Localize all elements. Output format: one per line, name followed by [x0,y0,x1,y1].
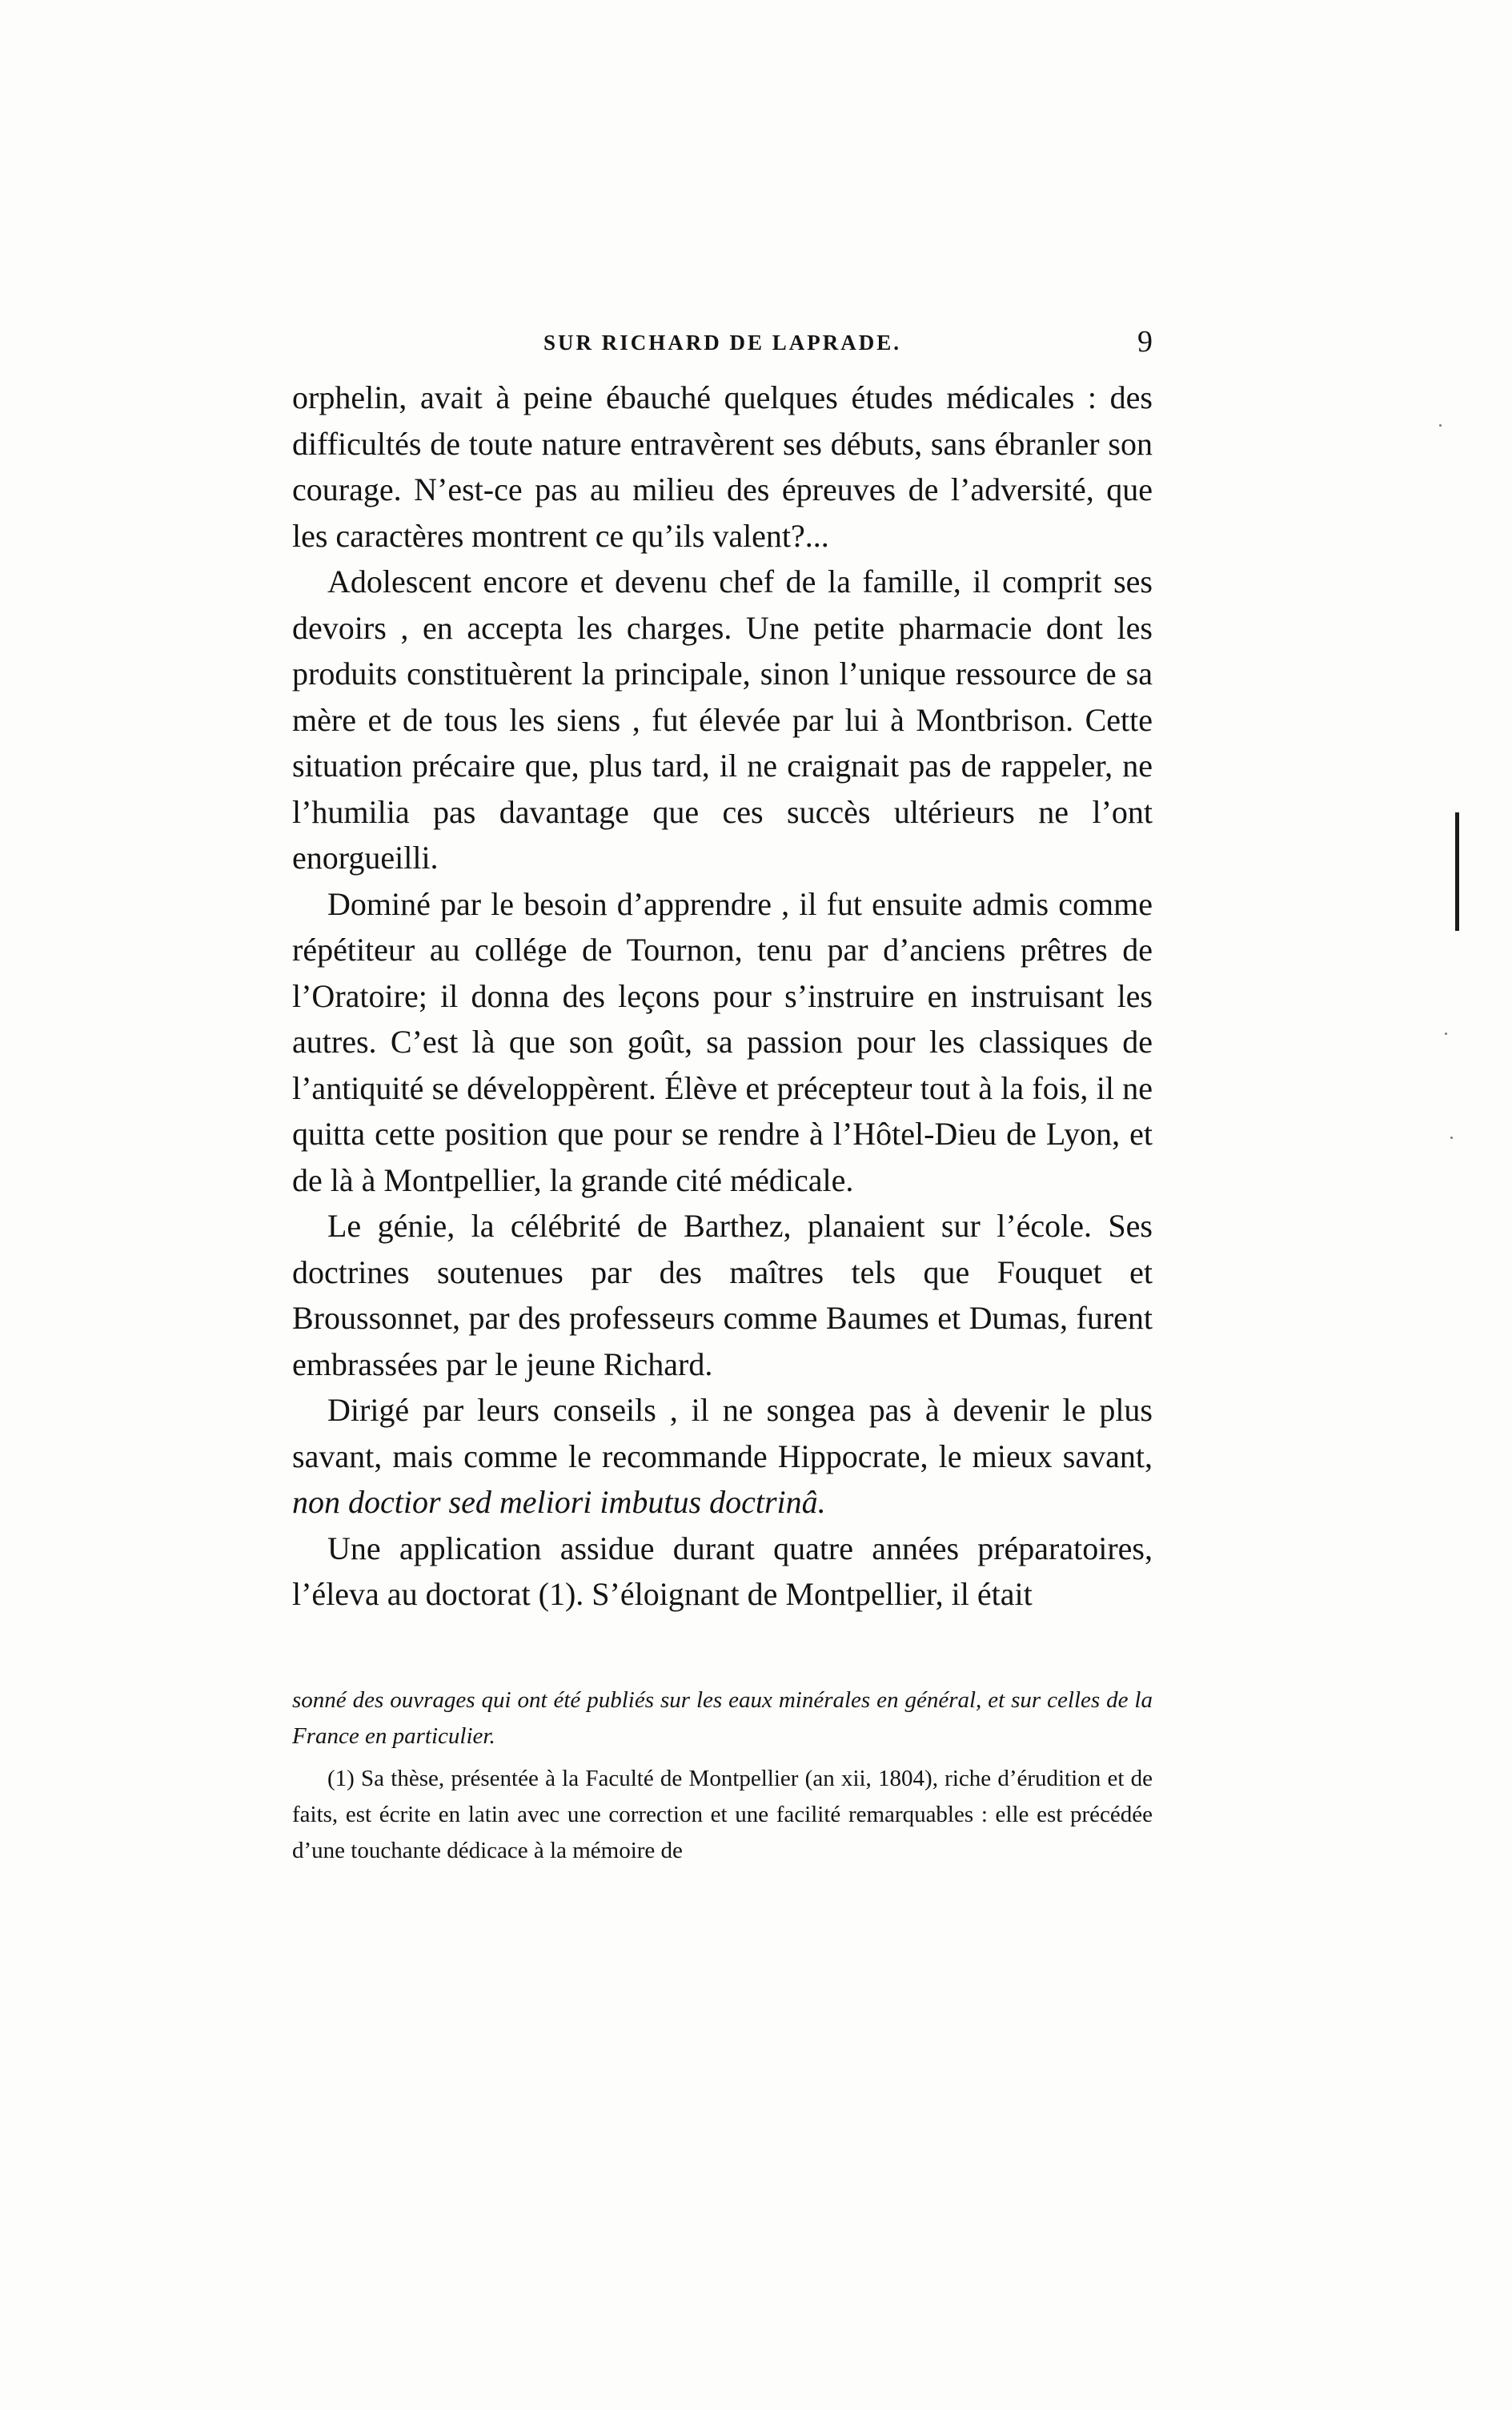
paragraph-genie: Le génie, la célébrité de Barthez, planaient sur l’école. Ses doctrines soutenues par des maîtres tels que Fouquet et Broussonnet, par des professeurs comme Baumes et Dumas, furent embrassées par le jeune Richard. [292,1208,1153,1382]
footnote-1: (1) Sa thèse, présentée à la Faculté de Montpellier (an xii, 1804), riche d’érudition et de faits, est écrite en latin avec une correction et une facilité remarquables : elle est précédée d’une touchante dédicace à la mémoire de [292,1766,1153,1863]
paragraph-application: Une application assidue durant quatre années préparatoires, l’éleva au doctorat (1). S’éloignant de Montpellier, il était [292,1530,1153,1612]
paragraph-dirige-text: Dirigé par leurs conseils , il ne songea pas à devenir le plus savant, mais comme le recommande Hippocrate, le mieux savant, [292,1392,1153,1474]
paper-speck [1439,424,1442,427]
running-head: SUR RICHARD DE LAPRADE. [543,331,902,355]
paragraph-orphelin: orphelin, avait à peine ébauché quelques études médicales : des difficultés de toute nature entravèrent ses débuts, sans ébranler son courage. N’est-ce pas au milieu des épreuves de l’adversité, que les caractères montrent ce qu’ils valent?... [292,379,1153,554]
paper-speck [1445,1033,1447,1035]
latin-quotation: non doctior sed meliori imbutus doctrinâ. [292,1484,826,1520]
footnotes [292,1682,1153,1869]
paragraph-adolescent: Adolescent encore et devenu chef de la famille, il comprit ses devoirs , en accepta les charges. Une petite pharmacie dont les produits constituèrent la principale, sinon l’unique ressource de sa mère et de tous les siens , fut élevée par lui à Montbrison. Cette situation précaire que, plus tard, il ne craignait pas de rappeler, ne l’humilia pas davantage que ces succès ultérieurs ne l’ont enorgueilli. [292,563,1153,876]
footnote-continuation: sonné des ouvrages qui ont été publiés sur les eaux minérales en général, et sur celles de la France en particulier. [292,1687,1153,1749]
page-header [292,324,1153,364]
page-number: 9 [1137,325,1153,359]
margin-mark [1455,812,1459,931]
body-text [292,375,1153,1618]
paper-speck [1450,1137,1453,1139]
paragraph-dirige [292,1387,1153,1526]
paragraph-domine: Dominé par le besoin d’apprendre , il fut ensuite admis comme répétiteur au collége de Tournon, tenu par d’anciens prêtres de l’Oratoire; il donna des leçons pour s’instruire en instruisant les autres. C’est là que son goût, sa passion pour les classiques de l’antiquité se développèrent. Élève et précepteur tout à la fois, il ne quitta cette position que pour se rendre à l’Hôtel-Dieu de Lyon, et de là à Montpellier, la grande cité médicale. [292,885,1153,1198]
